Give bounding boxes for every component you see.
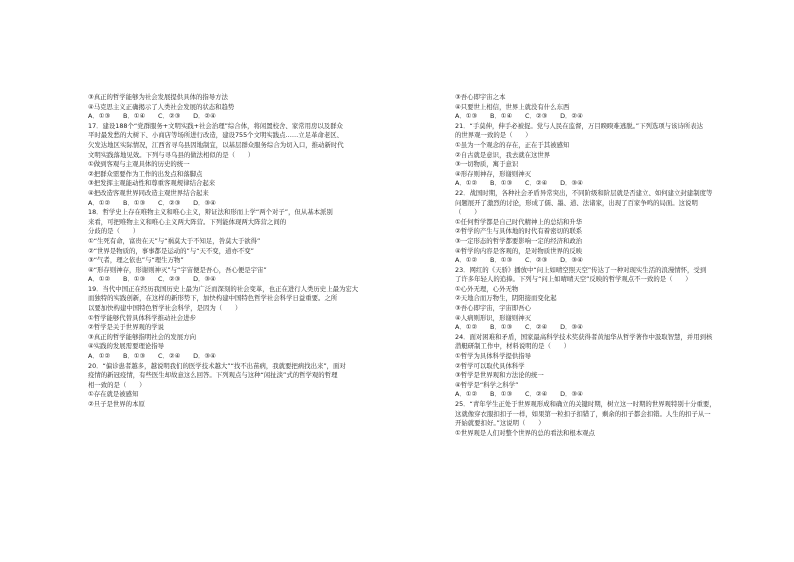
right-column-line: ②天地合而万物生，阴阳接而变化起 [455, 294, 557, 303]
right-column-line: 问题展开了激烈的讨论，形成了儒、墨、道、法诸家，出现了百家争鸣的局面。这说明 [455, 198, 698, 207]
right-column-line: ④哲学的内容是客观的，是对物质世界的反映 [455, 246, 583, 255]
left-column-line: ③真正的哲学能够为社会发展提供具体的指导方法 [88, 93, 228, 101]
right-column-line: ①任何哲学都是自己时代精神上的总结和升华 [455, 217, 583, 226]
right-column-line: ④形存则神存，形谢则神灭 [455, 169, 532, 178]
left-column-line: 相一致的是（ ） [88, 380, 146, 389]
right-column-line: 潜艇研制工作中，材料说明的是（ ） [455, 342, 571, 351]
left-column-line: 来看，可把唯物主义和唯心主义两大阵营。下列能体现两大阵营之间的 [88, 217, 287, 226]
left-column-line: ③真正的哲学能够指明社会的发展方向 [88, 332, 196, 341]
left-column-line: 疫情的新冠疫情，有些医生却故意这么回答。下列观点与这种“闲扯淡”式的哲学观的哲理 [88, 371, 338, 380]
left-column-line: 文明实践落地见效。下列与寻乌县的做法相似的是（ ） [88, 150, 255, 159]
right-column-line: ②哲学可以取代具体科学 [455, 361, 525, 370]
right-column-line: ④只要世上相信，世界上就没有什么东西 [455, 102, 570, 111]
right-column-line: A．①③ B．①④ C．②③ D．②④ [455, 112, 583, 121]
left-column-line: ②旦子是世界的本原 [88, 400, 145, 408]
left-column-line: A．①② B．①③ C．②③ D．③④ [88, 198, 216, 207]
right-column-line: ①世界观是人们对整个世界的总的看法和根本观点 [455, 428, 595, 437]
left-column-line: 19．当代中国正在经历我国历史上最为广泛而深刻的社会变革，也正在进行人类历史上最为宏大 [88, 284, 359, 293]
right-column-line: ③一定形态的哲学都要影响一定的经济和政治 [455, 236, 583, 245]
right-column [455, 93, 794, 438]
right-column-line: （ ） [455, 208, 481, 217]
left-column-line: 20．“偏诊患者越多，越说明我们的医学技术越大”“找不出苗病，我就要把病找出来”，面对 [88, 361, 346, 370]
left-column-line: A．①② B．①③ C．②③ D．③④ [88, 275, 216, 284]
left-column-line: 平时最发愁的大树下、小商店等场所进行改造，建设755个文明实践点……立足革命老区、 [88, 131, 344, 140]
right-column-line: 21．“手莫伸，伸手必被捉。党与人民在监督，万目睽睽难逃脱。”下列选项与该诗所表达 [455, 121, 704, 130]
left-column-line: 18．哲学史上存在唯物主义和唯心主义，辩证法和形而上学“两个对子”，但从基本派别 [88, 208, 333, 217]
right-column-line: ③哲学是世界观和方法论的统一 [455, 371, 544, 380]
right-column-line: ③一切物质，寓于意识 [455, 160, 519, 169]
right-column-line: ②自古就是意识，我去就在这世界 [455, 150, 551, 159]
right-column-line: ③吾心即宇宙，宇宙即吾心 [455, 304, 532, 313]
left-column-line: ②“世界是物质的，事事都是运动的”与“天不变，道亦不变” [88, 246, 254, 255]
right-column-line: ①虽为一个观念的存在，正在于其被感知 [455, 140, 570, 149]
right-column-line: A．①② B．①③ C．②④ D．③④ [455, 390, 583, 399]
left-column-line: ②把群众需要作为工作的出发点和落脚点 [88, 169, 203, 178]
left-column-line: ②哲学是关于世界观的学说 [88, 323, 165, 332]
right-column-line: 22．战国时期，各种社会矛盾异常突出，不同阶级和阶层就是否建立、如何建立封建制度等 [455, 188, 713, 197]
right-column-line: ②哲学的产生与具体地的时代有着密切的联系 [455, 227, 583, 236]
left-column-line: ④实践的发展需要理论指导 [88, 342, 165, 351]
right-column-line: ①心外无理，心外无物 [455, 284, 519, 293]
left-column-line: ④把改造客观世界同改造主观世界结合起来 [88, 188, 209, 197]
left-column-line: 以要加快构建中国特色哲学社会科学，是因为（ ） [88, 304, 242, 313]
left-column-line: A．①② B．①③ C．②④ D．③④ [88, 352, 216, 361]
right-column-line: A．①② B．①③ C．②④ D．③④ [455, 179, 583, 188]
right-column-line: A．①② B．①③ C．②④ D．③④ [455, 323, 583, 332]
left-column-line: 17．建设188个“党群服务+文明实践+社会治理”综合体，将闲置校舍、家常用房以及群众 [88, 121, 343, 130]
left-column-line: ③“气者，理之依也”与“理生万物” [88, 256, 184, 265]
right-column-line: ①哲学为具体科学提供指导 [455, 352, 532, 361]
right-column-line: 了许多年轻人的追捧。下列与“问上如晴晴天空”反映的哲学观点不一致的是（ ） [455, 275, 692, 284]
right-column-line: A．①② B．①③ C．②③ D．③④ [455, 256, 583, 265]
left-column-line: 分歧的是（ ） [88, 227, 140, 236]
right-column-line: ④哲学是“科学之科学” [455, 380, 519, 389]
left-column-line: ④马克思主义正确揭示了人类社会发展的状态和趋势 [88, 102, 235, 111]
left-column-line: ①存在就是被感知 [88, 390, 139, 399]
left-column-line: ①“生死有命，富贵在天”与“祸莫大于不知足，咎莫大于欲得” [88, 236, 261, 245]
left-column-line: ④“形存则神存，形谢则神灭”与“宇宙便是吾心，吾心便是宇宙” [88, 265, 267, 274]
right-column-line: 23．网红的《天骄》播放中“问上如晴空照天空”传达了一种对现实生活的浪漫情怀，受到 [455, 265, 707, 274]
right-column-line: ④人病则形识，形谢则神灭 [455, 313, 532, 322]
left-column-line: A．①③ B．①④ C．②③ D．②④ [88, 112, 216, 121]
left-column-line: 欠发达地区实际情况，江西省寻乌县因地制宜，以基层群众服务综合为切入口，推动新时代 [88, 140, 344, 149]
left-column-line: ①做到客观与主观具体的历史的统一 [88, 160, 190, 169]
right-column-line: 这就像穿衣服扣扣子一样，如果第一粒扣子扣错了，剩余的扣子都会扣错。人生的扣子从一 [455, 409, 711, 418]
right-column-line: 开始就要扣好。”这说明（ ） [455, 419, 545, 428]
left-column-line: 而独特的实践创新，在这样的新形势下，加快构建中国特色哲学社会科学日益重要。之所 [88, 294, 338, 303]
right-column-line: 25．“青年学生正处于世界观形成和确立的关键时期，树立这一时期的世界观特别十分重要， [455, 400, 716, 408]
right-column-line: ③吾心即宇宙之本 [455, 93, 506, 101]
right-column-line: 的世界观一致的是（ ） [455, 131, 532, 140]
left-column-line: ③把发挥主观能动性和尊重客观规律结合起来 [88, 179, 216, 188]
left-column [88, 93, 428, 410]
right-column-line: 24．面对困难和矛盾，国家最高科学技术奖获得者黄旭华从哲学著作中汲取智慧，并用到核 [455, 332, 713, 341]
left-column-line: ①哲学能够代替具体科学推动社会进步 [88, 313, 196, 322]
